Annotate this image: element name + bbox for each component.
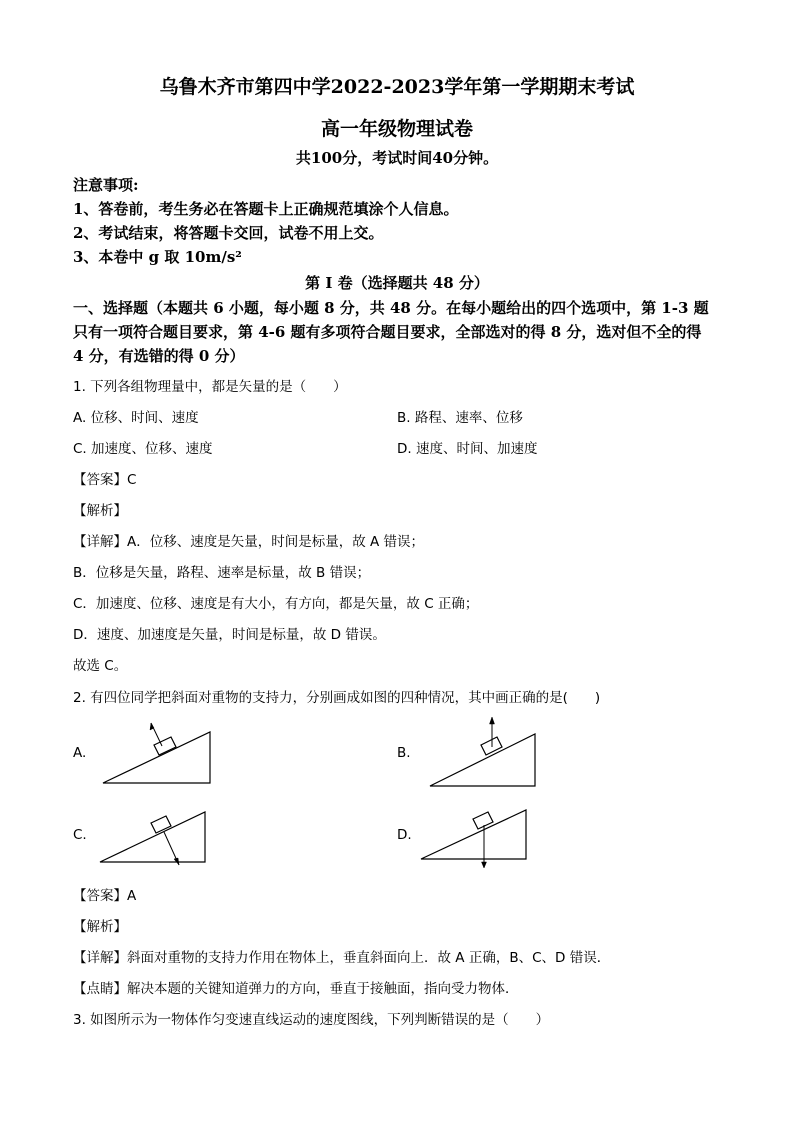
q2-analysis-heading: 【解析】: [73, 919, 127, 935]
notice-item: 3、本卷中 g 取 10m/s²: [73, 248, 242, 266]
q1-analysis-heading: 【解析】: [73, 503, 127, 519]
section-instruction: 一、选择题（本题共 6 小题，每小题 8 分，共 48 分。在每小题给出的四个选项中，第 1-3 题: [73, 299, 709, 317]
q2-figure-d: [418, 805, 533, 870]
q2-stem: 2. 有四位同学把斜面对重物的支持力，分别画成如图的四种情况，其中画正确的是( ): [73, 690, 601, 706]
q1-option-c: C. 加速度、位移、速度: [73, 441, 213, 457]
q1-answer: 【答案】C: [73, 472, 137, 488]
q1-detail: D．速度、加速度是矢量，时间是标量，故 D 错误。: [73, 627, 386, 643]
notice-heading: 注意事项:: [73, 176, 139, 194]
q1-detail: C．加速度、位移、速度是有大小，有方向，都是矢量，故 C 正确；: [73, 596, 479, 612]
q2-answer: 【答案】A: [73, 888, 137, 904]
page-title: 乌鲁木齐市第四中学2022-2023学年第一学期期末考试: [159, 76, 635, 98]
q1-detail: B．位移是矢量，路程、速率是标量，故 B 错误；: [73, 565, 371, 581]
notice-item: 2、考试结束，将答题卡交回，试卷不用上交。: [73, 224, 384, 242]
section-instruction: 4 分，有选错的得 0 分）: [73, 347, 245, 365]
q2-label-c: C.: [73, 827, 87, 843]
q1-option-a: A. 位移、时间、速度: [73, 410, 199, 426]
q2-label-a: A.: [73, 745, 87, 761]
q2-figure-b: [425, 712, 545, 792]
q2-figure-a: [95, 705, 220, 790]
q1-option-d: D. 速度、时间、加速度: [397, 441, 538, 457]
q2-label-b: B.: [397, 745, 411, 761]
q1-stem: 1. 下列各组物理量中，都是矢量的是（ ）: [73, 379, 347, 395]
q2-figure-c: [95, 805, 215, 870]
q2-detail: 【详解】斜面对重物的支持力作用在物体上，垂直斜面向上．故 A 正确，B、C、D 错误．: [73, 950, 611, 966]
q1-conclusion: 故选 C。: [73, 658, 128, 674]
q2-label-d: D.: [397, 827, 412, 843]
q3-stem: 3. 如图所示为一物体作匀变速直线运动的速度图线，下列判断错误的是（ ）: [73, 1012, 550, 1028]
section-instruction: 只有一项符合题目要求，第 4-6 题有多项符合题目要求，全部选对的得 8 分，选对但不全的得: [73, 323, 702, 341]
section-title: 第 I 卷（选择题共 48 分）: [305, 274, 489, 292]
q1-detail: 【详解】A．位移、速度是矢量，时间是标量，故 A 错误；: [73, 534, 425, 550]
q2-tip: 【点睛】解决本题的关键知道弹力的方向，垂直于接触面，指向受力物体．: [73, 981, 519, 997]
score-line: 共100分，考试时间40分钟。: [295, 149, 499, 167]
q1-option-b: B. 路程、速率、位移: [397, 410, 523, 426]
page-subtitle: 高一年级物理试卷: [320, 118, 473, 140]
notice-item: 1、答卷前，考生务必在答题卡上正确规范填涂个人信息。: [73, 200, 459, 218]
